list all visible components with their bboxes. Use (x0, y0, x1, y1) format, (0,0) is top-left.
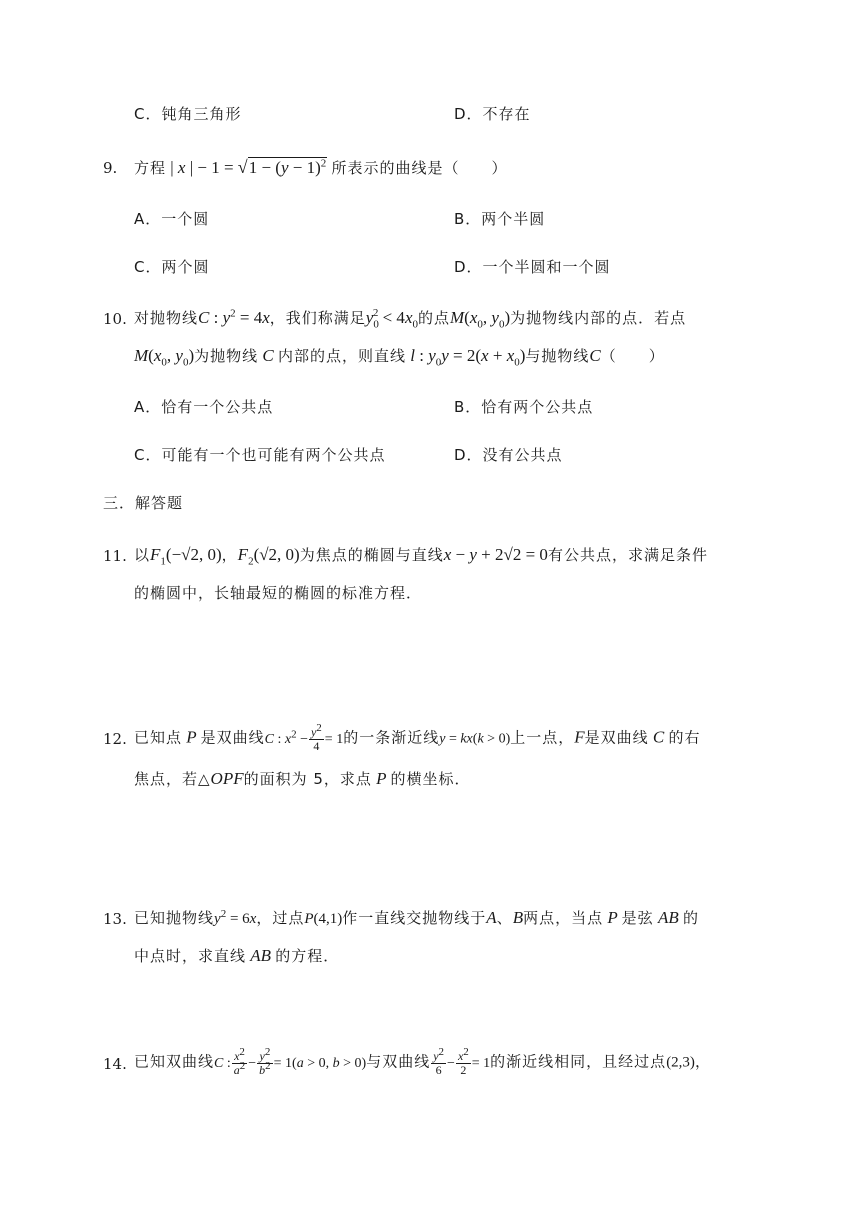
q14-hyperbola-c: C : $\frac{x^2}{a^2}$ − $\frac{y^2}{b^2}$ = 1(a > 0, b > 0) (214, 1046, 367, 1077)
q10-option-c: C．可能有一个也可能有两个公共点 (134, 446, 386, 464)
q9-option-d: D．一个半圆和一个圆 (454, 258, 611, 276)
q10-t7: 与抛物线 (525, 347, 590, 365)
q14-t1: 已知双曲线 (134, 1052, 215, 1071)
q12-t5: 是双曲线 (584, 728, 649, 747)
q11-line-eq: x − y + 2√2 = 0 (443, 545, 548, 564)
q9-option-a: A．一个圆 (134, 210, 210, 228)
q11-number: 11. (103, 547, 127, 565)
q9-stem-pre: 方程 (134, 159, 167, 177)
q10-point-m: $M(x_0$, $y_0$) (450, 308, 511, 331)
q13-stem-line1 (134, 907, 699, 930)
q8-option-d: D．不存在 (454, 105, 531, 123)
q10-line-eq: l : $y_0y = 2(x + x_0)$ (405, 346, 526, 369)
q12-line2b: 的面积为 5，求点 (243, 770, 372, 788)
q9-stem (134, 156, 508, 179)
q10-t4: 为抛物线内部的点．若点 (510, 309, 687, 327)
q14-stem-line1 (134, 1046, 711, 1077)
q10-c: C (258, 346, 278, 365)
q11-f2: $F_2(√2$, 0) (237, 545, 300, 568)
q11-stem-line1 (134, 544, 708, 566)
q14-hyperbola-2: $\frac{y^2}{6}$ − $\frac{x^2}{2}$ = 1 (433, 1046, 491, 1077)
q12-t2: 是双曲线 (200, 728, 265, 747)
q10-parabola-eq: C : $y^2 = 4x$ (198, 307, 270, 327)
q11-t4: 有公共点，求满足条件 (547, 546, 708, 564)
q10-t8: （ ） (600, 347, 665, 365)
q13-t6: 的 (682, 909, 699, 927)
q11-t2: ， (221, 546, 238, 564)
q9-equation: | x | − $1 = √1 - (y - 1)^2$ (170, 157, 327, 177)
q13-number: 13. (103, 910, 127, 928)
q13-p: P (603, 908, 622, 927)
q10-t1: 对抛物线 (134, 309, 199, 327)
q10-option-d: D．没有公共点 (454, 446, 563, 464)
q12-stem-line2 (134, 768, 471, 790)
q9-number: 9. (103, 159, 118, 177)
q10-t5: 为抛物线 (194, 347, 259, 365)
q13-parabola-eq: $y^2 = 6x$ (214, 908, 257, 927)
q10-point-m-2: $M(x_0$, $y_0$) (134, 346, 195, 369)
q12-hyperbola-eq: C : $x^2$ − $\frac{y^2}{4}$ = 1 (264, 722, 344, 753)
q8-option-c: C．钝角三角形 (134, 105, 242, 123)
q10-t3: 的点 (417, 309, 450, 327)
q13-t2: ，过点 (256, 909, 305, 927)
q14-t2: 与双曲线 (366, 1052, 431, 1071)
q13-stem-line2 (134, 945, 339, 967)
q9-option-b: B．两个半圆 (454, 210, 546, 228)
q10-stem-line1 (134, 307, 686, 329)
q10-stem-line2 (134, 345, 665, 367)
q10-option-a: A．恰有一个公共点 (134, 398, 274, 416)
q10-inner-cond: $y_0^2 < 4x_0$ (365, 307, 418, 331)
q12-f: F (574, 727, 585, 747)
q12-t6: 的右 (668, 728, 701, 747)
q14-number: 14. (103, 1055, 127, 1073)
q14-t4: ， (694, 1052, 711, 1071)
q10-t6: 内部的点，则直线 (277, 347, 406, 365)
q13-t5: 是弦 (621, 909, 654, 927)
q13-t1: 已知抛物线 (134, 909, 215, 927)
q10-t2: ，我们称满足 (269, 309, 366, 327)
q10-c-2: C (589, 346, 601, 365)
q9-option-c: C．两个圆 (134, 258, 210, 276)
q13-line2b: 的方程． (275, 947, 340, 965)
q13-t3: 作一直线交抛物线于 (342, 909, 487, 927)
q13-t4: 两点，当点 (523, 909, 604, 927)
q10-option-b: B．恰有两个公共点 (454, 398, 594, 416)
q12-p-2: P (371, 769, 391, 788)
q14-point: (2,3) (666, 1054, 695, 1071)
q12-t4: 上一点， (510, 728, 575, 747)
q13-ab-points: A、B (486, 908, 524, 927)
q9-stem-post: 所表示的曲线是（ ） (331, 159, 508, 177)
q11-t3: 为焦点的椭圆与直线 (299, 546, 444, 564)
q12-t3: 的一条渐近线 (343, 728, 440, 747)
q11-stem-line2: 的椭圆中，长轴最短的椭圆的标准方程． (134, 584, 423, 602)
q12-line2a: 焦点，若△ (134, 770, 211, 788)
q13-ab-2: AB (246, 946, 276, 965)
q13-ab: AB (653, 908, 683, 927)
q13-line2a: 中点时，求直线 (134, 947, 247, 965)
q12-stem-line1 (134, 722, 701, 753)
q10-number: 10. (103, 310, 127, 328)
section-heading: 三．解答题 (103, 494, 184, 512)
q12-opf: OPF (210, 769, 244, 788)
q11-f1: $F_1(-√2$, 0) (150, 545, 222, 568)
q12-asymptote-eq: y = kx(k > 0) (439, 731, 511, 747)
q12-c: C (648, 727, 669, 747)
q13-point-p: P(4,1) (304, 911, 343, 927)
q12-line2c: 的横坐标． (390, 770, 471, 788)
q11-t1: 以 (134, 546, 151, 564)
q12-t1: 已知点 (134, 728, 183, 747)
q12-number: 12. (103, 730, 127, 748)
q12-p: P (182, 727, 201, 747)
q14-t3: 的渐近线相同，且经过点 (490, 1052, 667, 1071)
